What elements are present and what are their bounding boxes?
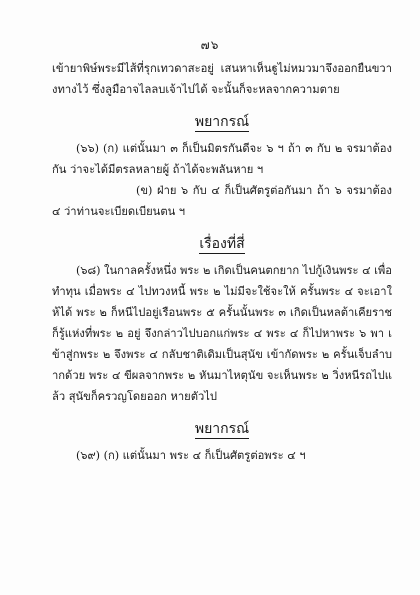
paragraph-prediction-final: (๖๙) (ก) แต่นั้นมา พระ ๔ ก็เป็นศัตรูต่อพระ ๔ ฯ (76, 449, 306, 462)
paragraph-prediction-b: (ข) ฝ่าย ๖ กับ ๔ ก็เป็นศัตรูต่อกันมา ถ้า ๖ จรมาต้อง ๔ ว่าท่านจะเบียดเบียนตน ฯ (52, 184, 392, 218)
page-number: ๗๖ (200, 38, 220, 52)
page-body (52, 58, 392, 466)
heading-text: พยากรณ์ (194, 421, 250, 437)
section-heading-story-4 (52, 234, 392, 254)
section-heading-prediction-1 (52, 112, 392, 132)
heading-text: เรื่องที่สี่ (199, 236, 245, 252)
paragraph-story: (๖๘) ในกาลครั้งหนึ่ง พระ ๒ เกิดเป็นคนตกยาก ไปกู้เงินพระ ๔ เพื่อทำทุน เมื่อพระ ๔ ไปทวงหนี้ พระ ๒ ไม่มีจะใช้จะให้ ครั้นพระ ๔ จะเอาให้ได้ พระ ๒ ก็หนีไปอยู่เรือนพระ ๕ ครั้นนั้นพระ ๓ เกิดเป็นหลต้าเคียราช ก็รู้แห่งที่พระ ๒ อยู่ จึงกล่าวไปบอกแก่พระ ๔ พระ ๔ ก็ไปหาพระ ๖ พา เข้าสู่กพระ ๒ จึงพระ ๔ กลับชาติเดิมเป็นสุนัข เข้ากัดพระ ๒ ครั้นเจ็บลำบากด้วย พระ ๔ ขีผลจากพระ ๒ หันมาไหตุนัข จะเห็นพระ ๒ วิ่งหนีรถไปแล้ว สุนัขก็ครวญโดยออก หายตัวไป (52, 264, 393, 403)
section-heading-prediction-2 (52, 419, 392, 439)
paragraph-prediction-a: (๖๖) (ก) แต่นั้นมา ๓ ก็เป็นมิตรกันดีจะ ๖ ฯ ถ้า ๓ กับ ๒ จรมาต้องกัน ว่าจะได้มีตรลหลายผู้ ถ้าได้จะพลันหาย ฯ (52, 142, 392, 176)
heading-text: พยากรณ์ (194, 114, 250, 130)
paragraph-continuation: เข้ายาพิษ์พระมีไส้ที่รุกเทวดาสะอยู่ เสนหาเห็นฐูไม่หมวมาจึงออกยืนขวางทางไว้ ซึ่งลูมือาจไลลบเจ้าไปได้ จะนั้นก็จะหลจากความตาย (52, 62, 392, 96)
